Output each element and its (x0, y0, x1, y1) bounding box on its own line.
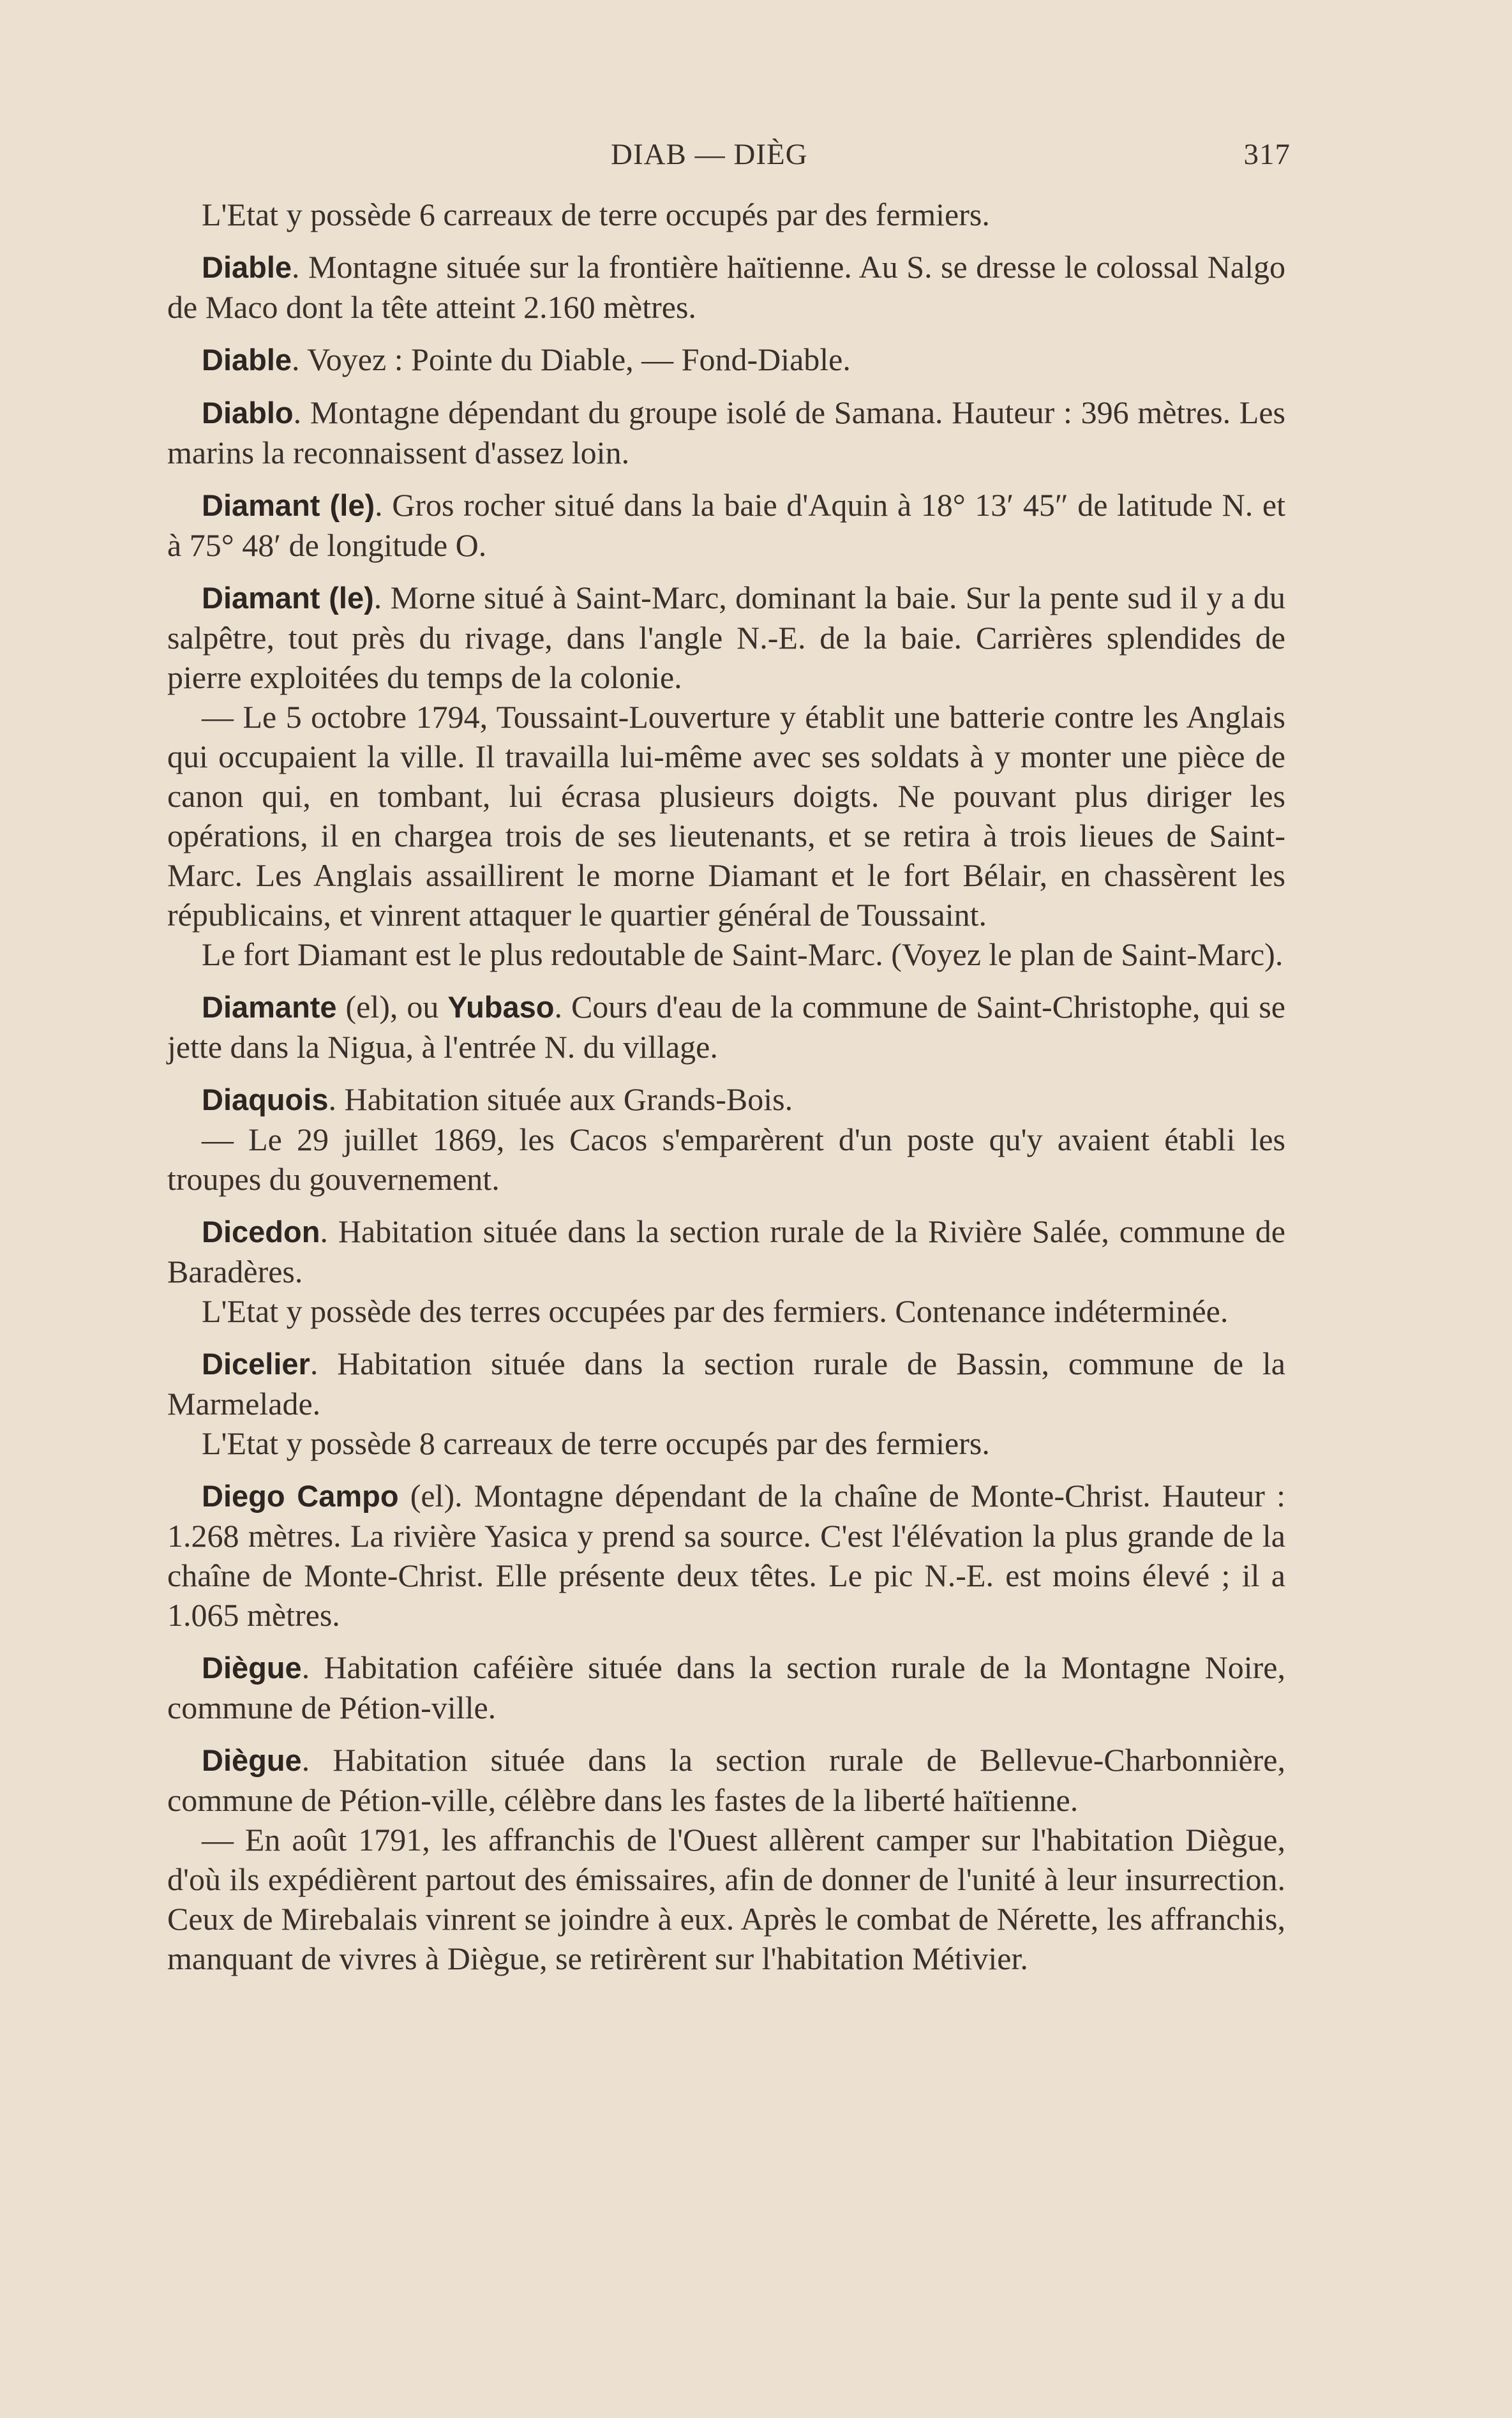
entry-text: . Habitation située dans la section rurale de Bassin, commune de la Marmelade. (167, 1346, 1285, 1422)
entry-term: Diable (202, 250, 292, 284)
entry-text: . Habitation située dans la section rurale de Bellevue-Charbonnière, commune de Pétion-ville, célèbre dans les fastes de la liberté haïtienne. (167, 1742, 1285, 1818)
entry-text: (el), ou (336, 989, 448, 1025)
entry-diable-2 (167, 340, 1285, 380)
entry-diaquois (167, 1079, 1285, 1199)
entry-paragraph: — Le 29 juillet 1869, les Cacos s'emparèrent d'un poste qu'y avaient établi les troupes du gouvernement. (167, 1122, 1285, 1197)
entry-text: . Voyez : Pointe du Diable, — Fond-Diable. (292, 342, 851, 377)
entry-paragraph: L'Etat y possède 8 carreaux de terre occupés par des fermiers. (202, 1425, 990, 1461)
entry-term: Diaquois (202, 1083, 329, 1116)
running-head: DIAB — DIÈG (611, 138, 808, 171)
entry-diamante (167, 987, 1285, 1067)
entry-text: (el). Montagne dépendant de la chaîne de Monte-Christ. Hauteur : 1.268 mètres. La rivière Yasica y prend sa source. C'est l'élévation la plus grande de la chaîne de Monte-Christ. Elle présente deux têtes. Le pic N.-E. est moins élevé ; il a 1.065 mètres. (167, 1478, 1285, 1633)
entry-text: . Montagne située sur la frontière haïtienne. Au S. se dresse le colossal Nalgo de Maco dont la tête atteint 2.160 mètres. (167, 249, 1285, 325)
entry-dicedon (167, 1212, 1285, 1331)
entry-diable-1 (167, 247, 1285, 327)
entry-paragraph: Le fort Diamant est le plus redoutable de Saint-Marc. (Voyez le plan de Saint-Marc). (202, 936, 1284, 972)
entry-term: Diamant (le) (202, 581, 374, 615)
entry-term: Diègue (202, 1651, 302, 1685)
entry-term-alt: Yubaso (447, 990, 555, 1024)
entry-text: . Habitation caféière située dans la section rurale de la Montagne Noire, commune de Pétion-ville. (167, 1649, 1285, 1725)
entry-term: Dicelier (202, 1347, 310, 1381)
page-number: 317 (1243, 138, 1291, 171)
entry-diamant-1 (167, 485, 1285, 565)
entry-term: Diego Campo (202, 1479, 399, 1513)
entry-text: . Gros rocher situé dans la baie d'Aquin à 18° 13′ 45″ de latitude N. et à 75° 48′ de longitude O. (167, 487, 1285, 563)
entry-term: Dicedon (202, 1215, 320, 1249)
entry-paragraph: L'Etat y possède des terres occupées par des fermiers. Contenance indéterminée. (202, 1293, 1229, 1329)
entry-diego-campo (167, 1476, 1285, 1635)
entry-diegue-2 (167, 1740, 1285, 1978)
entry-term: Diablo (202, 396, 294, 430)
entry-text: . Montagne dépendant du groupe isolé de Samana. Hauteur : 396 mètres. Les marins la reconnaissent d'assez loin. (167, 394, 1285, 470)
entry-continuation (167, 195, 1285, 234)
entry-diegue-1 (167, 1648, 1285, 1727)
entry-term: Diamant (le) (202, 488, 375, 522)
entry-text: . Habitation située aux Grands-Bois. (328, 1081, 793, 1117)
entry-diablo (167, 393, 1285, 472)
page-header (167, 137, 1291, 195)
entry-paragraph: — Le 5 octobre 1794, Toussaint-Louverture y établit une batterie contre les Anglais qui occupaient la ville. Il travailla lui-même avec ses soldats à y monter une pièce de canon qui, en tombant, lui écrasa plusieurs doigts. Ne pouvant plus diriger les opérations, il en chargea trois de ses lieutenants, et se retira à trois lieues de Saint-Marc. Les Anglais assaillirent le morne Diamant et le fort Bélair, en chassèrent les républicains, et vinrent attaquer le quartier général de Toussaint. (167, 699, 1285, 933)
entry-paragraph: — En août 1791, les affranchis de l'Ouest allèrent camper sur l'habitation Diègue, d'où ils expédièrent partout des émissaires, afin de donner de l'unité à leur insurrection. Ceux de Mirebalais vinrent se joindre à eux. Après le combat de Nérette, les affranchis, manquant de vivres à Diègue, se retirèrent sur l'habitation Métivier. (167, 1822, 1285, 1976)
entry-text: . Cours d'eau de la commune de Saint-Christophe, qui se jette dans la Nigua, à l'entrée N. du village. (167, 989, 1285, 1065)
entry-text: . Habitation située dans la section rurale de la Rivière Salée, commune de Baradères. (167, 1213, 1285, 1289)
entry-text: . Morne situé à Saint-Marc, dominant la baie. Sur la pente sud il y a du salpêtre, tout près du rivage, dans l'angle N.-E. de la baie. Carrières splendides de pierre exploitées du temps de la colonie. (167, 580, 1285, 695)
entry-term: Diable (202, 343, 292, 377)
entry-term: Diègue (202, 1743, 302, 1777)
entry-dicelier (167, 1344, 1285, 1463)
entry-term: Diamante (202, 990, 337, 1024)
entry-paragraph: L'Etat y possède 6 carreaux de terre occupés par des fermiers. (202, 197, 990, 232)
entry-diamant-2 (167, 578, 1285, 974)
